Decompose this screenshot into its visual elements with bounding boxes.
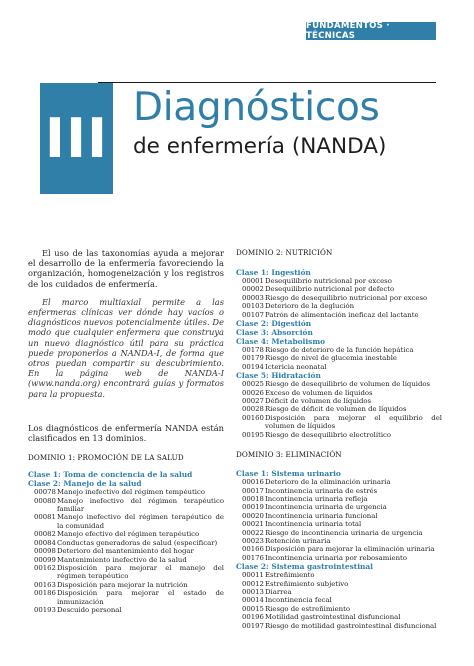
diagnosis-code: 00002 [242,285,264,294]
diagnosis-item [236,554,442,562]
chapter-number: III [40,83,113,194]
class-title: Clase 2: Sistema gastrointestinal [236,562,373,572]
diagnosis-text: Estreñimiento subjetivo [265,579,349,588]
diagnosis-item [236,580,442,588]
diagnosis-item [236,478,442,486]
diagnosis-text: Manejo inefectivo del régimen tempéutico [57,488,205,497]
domain-title: DOMINIO 2: NUTRICIÓN [236,248,333,257]
diagnosis-code: 00103 [242,302,264,311]
diagnosis-text: Déficit de volumen de líquidos [265,397,372,406]
diagnosis-code: 00015 [242,604,264,613]
diagnosis-item [236,397,442,405]
diagnosis-code: 00025 [242,380,264,389]
nanda-proposal-paragraph: El marco multiaxial permite a las enfermeras clínicas ver dónde hay vacíos o diagnósticos nuevos potencialmente útiles. De modo que cualquier enfermera que construya un nuevo diagnóstico útil para su práctica puede proponerlos a NANDA-I, de forma que otros puedan compartir su descubrimiento. En la página web de NANDA-I (www.nanda.org) encontrará guías y formatos para la propuesta. [28,296,224,399]
diagnosis-text: Incontinencia urinaria de urgencia [265,503,387,512]
class-title: Clase 2: Digestión [236,319,312,329]
left-column [28,248,224,614]
diagnosis-item [236,512,442,520]
diagnosis-item [236,520,442,528]
diagnosis-code: 00001 [242,277,264,285]
diagnosis-code: 00196 [242,613,264,622]
diagnosis-code: 00179 [242,354,264,363]
class-title: Clase 3: Absorción [236,328,313,338]
diagnosis-code: 00020 [242,511,264,520]
diagnosis-code: 00166 [242,545,264,554]
diagnosis-text: Retención urinaria [265,536,331,545]
diagnosis-text: Conductas generadoras de salud (especificar) [57,538,218,547]
diagnosis-item [236,529,442,537]
domain-1-block [28,453,224,614]
diagnosis-item [236,613,442,621]
domain-2-block [236,248,442,439]
diagnosis-item [28,547,224,555]
diagnosis-item [236,277,442,285]
diagnosis-item [236,346,442,354]
diagnosis-item [236,503,442,511]
diagnosis-item [236,431,442,439]
diagnosis-code: 00186 [34,589,56,598]
diagnosis-text: Incontinencia urinaria refleja [265,494,368,503]
diagnosis-code: 00163 [34,580,56,589]
diagnosis-list [28,488,224,614]
diagnosis-code: 00099 [34,555,56,564]
diagnosis-text: Estreñimiento [265,571,315,580]
diagnosis-text: Exceso de volumen de líquidos [265,388,373,397]
diagnosis-code: 00162 [34,563,56,572]
diagnosis-text: Incontinencia urinaria total [265,520,362,529]
class-title: Clase 5: Hidratación [236,371,321,381]
diagnosis-item [236,495,442,503]
diagnosis-item [236,414,442,431]
diagnosis-text: Disposición para mejorar la eliminación urinaria [265,545,435,554]
diagnosis-text: Disposición para mejorar la nutrición [57,580,188,589]
domain-3-block [236,450,442,630]
diagnosis-text: Incontinencia fecal [265,596,332,605]
domains-intro-paragraph: Los diagnósticos de enfermería NANDA están clasificados en 13 dominios. [28,422,224,444]
diagnosis-code: 00081 [34,513,56,522]
diagnosis-list [236,380,442,439]
diagnosis-item [236,622,442,630]
diagnosis-text: Incontinencia urinaria por rebosamiento [265,553,407,562]
diagnosis-text: Disposición para mejorar el estado de inmunización [57,589,224,606]
diagnosis-text: Disposición para mejorar el manejo del régimen terapéutico [57,563,224,581]
diagnosis-item [28,581,224,589]
intro-paragraph: El uso de las taxonomías ayuda a mejorar el desarrollo de la enfermería favoreciendo la organización, homogeneización y los registros de los cuidados de enfermería. [28,248,224,289]
diagnosis-item [236,605,442,613]
diagnosis-text: Deterioro de la eliminación urinaria [265,478,391,487]
diagnosis-code: 00016 [242,478,264,487]
diagnosis-item [28,513,224,530]
diagnosis-code: 00023 [242,536,264,545]
diagnosis-item [236,571,442,579]
diagnosis-code: 00017 [242,486,264,495]
diagnosis-text: Descuido personal [57,605,122,614]
header-rule [98,82,436,83]
diagnosis-item [236,311,442,319]
chapter-subtitle: de enfermería (NANDA) [133,134,387,159]
diagnosis-item [28,564,224,581]
diagnosis-code: 00019 [242,503,264,512]
diagnosis-text: Riesgo de deterioro de la función hepática [265,346,414,355]
class-title: Clase 4: Metabolismo [236,337,326,347]
diagnosis-item [28,488,224,496]
diagnosis-item [236,545,442,553]
diagnosis-code: 00195 [242,430,264,439]
right-column [236,248,442,630]
diagnosis-item [236,405,442,413]
diagnosis-code: 00013 [242,587,264,596]
diagnosis-text: Desequilibrio nutricional por exceso [265,277,392,285]
diagnosis-text: Riesgo de nivel de glucemia inestable [265,354,397,363]
diagnosis-code: 00098 [34,547,56,556]
section-header-label: FUNDAMENTOS · TÉCNICAS [306,22,436,40]
diagnosis-code: 00021 [242,520,264,529]
diagnosis-list [236,346,442,371]
diagnosis-text: Manejo efectivo del régimen terapéutico [57,530,200,539]
diagnosis-code: 00012 [242,579,264,588]
diagnosis-item [28,606,224,614]
diagnosis-code: 00160 [242,413,264,422]
diagnosis-code: 00194 [242,362,264,371]
diagnosis-item [236,537,442,545]
diagnosis-code: 00026 [242,388,264,397]
diagnosis-item [236,389,442,397]
diagnosis-code: 00028 [242,405,264,414]
diagnosis-item [236,588,442,596]
diagnosis-text: Incontinencia urinaria funcional [265,511,378,520]
diagnosis-text: Riesgo de desequilibrio de volumen de líquidos [265,380,431,389]
diagnosis-text: Ictericia neonatal [265,362,327,371]
diagnosis-text: Manejo inefectivo del régimen terapéutico familiar [57,496,224,514]
diagnosis-text: Riesgo de motilidad gastrointestinal disfuncional [265,621,437,630]
diagnosis-code: 00193 [34,605,56,614]
diagnosis-text: Manejo inefectivo del régimen terapéutico de la comunidad [57,513,224,530]
diagnosis-item [28,530,224,538]
diagnosis-item [236,294,442,302]
diagnosis-item [236,302,442,310]
diagnosis-text: Disposición para mejorar el equilibrio del volumen de líquidos [265,413,442,431]
diagnosis-text: Deterioro de la deglución [265,302,355,311]
domain-title: DOMINIO 3: ELIMINACIÓN [236,450,342,460]
class-title: Clase 1: Ingestión [236,268,311,277]
diagnosis-code: 00011 [242,571,264,580]
diagnosis-code: 00003 [242,293,264,302]
diagnosis-text: Desequilibrio nutricional por defecto [265,285,395,294]
class-title: Clase 2: Manejo de la salud [28,479,142,489]
diagnosis-code: 00027 [242,397,264,406]
diagnosis-item [236,354,442,362]
diagnosis-code: 00178 [242,346,264,355]
diagnosis-code: 00080 [34,496,56,505]
class-title: Clase 1: Sistema urinario [236,469,341,479]
diagnosis-list [236,277,442,319]
diagnosis-text: Riesgo de desequilibrio nutricional por exceso [265,293,428,302]
diagnosis-item [28,589,224,606]
domain-title: DOMINIO 1: PROMOCIÓN DE LA SALUD [28,453,184,463]
diagnosis-item [236,380,442,388]
diagnosis-item [28,497,224,514]
diagnosis-text: Riesgo de incontinencia urinaria de urgencia [265,528,423,537]
diagnosis-code: 00197 [242,621,264,630]
chapter-title: Diagnósticos [133,85,380,130]
diagnosis-text: Deterioro del mantenimiento del hogar [57,547,194,556]
diagnosis-list [236,478,442,562]
diagnosis-code: 00107 [242,310,264,319]
diagnosis-item [236,596,442,604]
diagnosis-item [236,285,442,293]
diagnosis-code: 00082 [34,530,56,539]
diagnosis-item [236,363,442,371]
class-title: Clase 1: Toma de conciencia de la salud [28,470,193,480]
diagnosis-text: Riesgo de déficit de volumen de líquidos [265,405,407,414]
diagnosis-text: Patrón de alimentación ineficaz del lactante [265,310,419,319]
diagnosis-code: 00078 [34,488,56,497]
diagnosis-code: 00022 [242,528,264,537]
diagnosis-code: 00084 [34,538,56,547]
diagnosis-item [236,487,442,495]
diagnosis-code: 00018 [242,494,264,503]
diagnosis-text: Diarrea [265,587,292,596]
diagnosis-text: Motilidad gastrointestinal disfuncional [265,613,401,622]
diagnosis-text: Riesgo de desequilibrio electrolítico [265,430,392,439]
diagnosis-item [28,556,224,564]
diagnosis-list [236,571,442,630]
diagnosis-text: Riesgo de estreñimiento [265,604,351,613]
diagnosis-code: 00176 [242,553,264,562]
diagnosis-text: Mantenimiento inefectivo de la salud [57,555,187,564]
diagnosis-text: Incontinencia urinaria de estrés [265,486,378,495]
diagnosis-code: 00014 [242,596,264,605]
diagnosis-item [28,539,224,547]
